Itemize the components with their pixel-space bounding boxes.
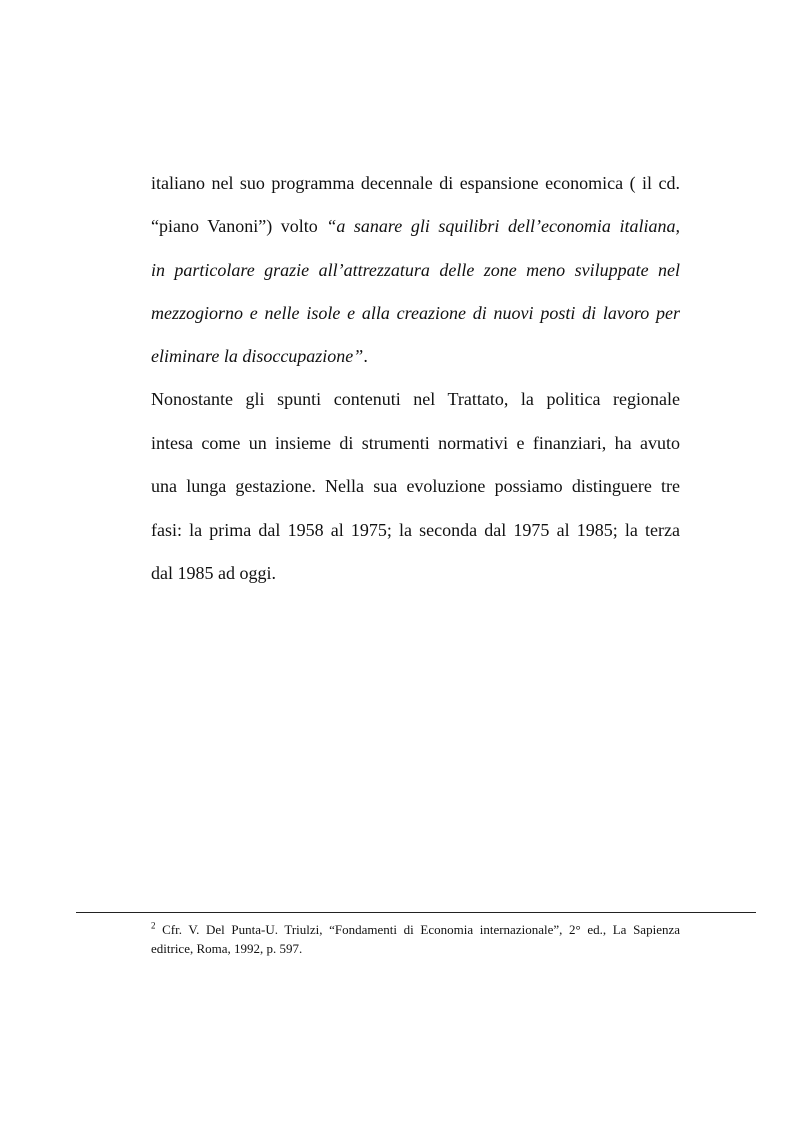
body-line-8 xyxy=(151,475,680,497)
footnote-line-1 xyxy=(151,920,680,939)
body-line-3 xyxy=(151,259,680,281)
footnote-text-1: Cfr. V. Del Punta-U. Triulzi, “Fondamenti di Economia internazionale”, 2° ed., La Sapienza xyxy=(155,922,680,937)
body-line-10 xyxy=(151,562,680,584)
body-line-6-text: Nonostante gli spunti contenuti nel Trattato, la politica regionale xyxy=(151,389,680,409)
quote-line-3: in particolare grazie all’attrezzatura delle zone meno sviluppate nel xyxy=(151,260,680,280)
body-line-7 xyxy=(151,432,680,454)
body-line-2 xyxy=(151,215,680,237)
body-line-9 xyxy=(151,519,680,541)
body-line-10-text: dal 1985 ad oggi. xyxy=(151,563,276,583)
quote-line-4: mezzogiorno e nelle isole e alla creazione di nuovi posti di lavoro per xyxy=(151,303,680,323)
footnote-text-2: editrice, Roma, 1992, p. 597. xyxy=(151,941,303,956)
body-line-6 xyxy=(151,388,680,410)
body-line-2-plain: “piano Vanoni”) volto xyxy=(151,216,327,236)
body-line-7-text: intesa come un insieme di strumenti normativi e finanziari, ha avuto xyxy=(151,433,680,453)
quote-end: eliminare la disoccupazione” xyxy=(151,346,364,366)
body-line-5 xyxy=(151,345,680,367)
body-line-1-text: italiano nel suo programma decennale di espansione economica ( il cd. xyxy=(151,173,680,193)
body-line-8-text: una lunga gestazione. Nella sua evoluzione possiamo distinguere tre xyxy=(151,476,680,496)
footnote-line-2 xyxy=(151,939,680,958)
footnote-separator xyxy=(76,912,756,913)
body-line-4 xyxy=(151,302,680,324)
quote-start: “a sanare gli squilibri dell’economia italiana, xyxy=(326,216,681,236)
quote-period: . xyxy=(363,346,368,366)
body-line-9-text: fasi: la prima dal 1958 al 1975; la seconda dal 1975 al 1985; la terza xyxy=(151,520,680,540)
footnote-marker: 2 xyxy=(151,920,156,931)
body-line-1 xyxy=(151,172,680,194)
